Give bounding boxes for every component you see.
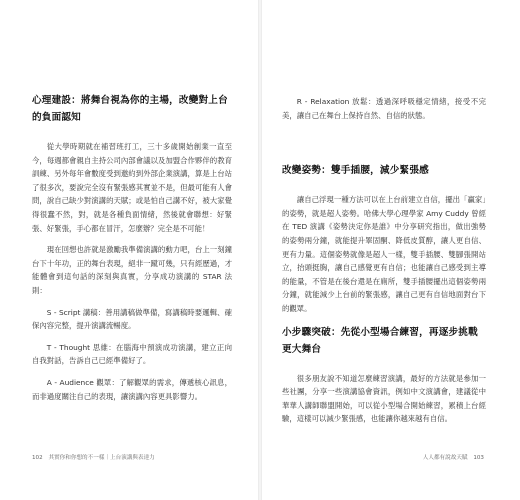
right-column [282, 95, 486, 434]
star-item-a: A - Audience 觀眾：了解觀眾的需求，傳遞核心訊息，而非過度關注自己的表現，讓演講內容更具影響力。 [32, 377, 232, 401]
left-paragraph: 現在回想也許就是激勵我準備演講的動力吧，台上一刻鐘台下十年功，正的舞台表現，絕非一蹴可幾，只有經歷過，才能體會到這句話的深刻與真實，分享成功演講的 STAR 法則： [32, 245, 232, 295]
right-running-title: 人人都有說故天賦 [422, 455, 468, 461]
right-page-number: 103 [473, 455, 484, 461]
section-heading-small-steps: 小步驟突破：先從小型場合練習，再逐步挑戰更大舞台 [282, 326, 478, 355]
section-paragraph-posture: 讓自己浮現一種方法可以在上台前建立自信，擺出「贏家」的姿勢，就是超人姿勢。哈佛大學心理學家 Amy Cuddy 曾經在 TED 演講《姿勢決定你是誰》中分享研究指出，做出強勢的姿勢兩分鐘，就能提升睪固酮、降低皮質醇，讓人更自信、更有力量。這個姿勢就像是超人一樣，雙手插腰、雙腳張開站立，抬頭挺胸，讓自己感覺更有自信；也能讓自己感受到主導的能量，不管是在後台還是在廁所，雙手插腰擺出這個姿勢兩分鐘，就能減少上台前的緊張感，讓自己更有自信地面對台下的觀眾。 [282, 195, 486, 313]
section-heading-posture: 改變姿勢：雙手插腰，減少緊張感 [282, 165, 429, 177]
left-running-title: 其實你和你想的不一樣｜上台演講與表達力 [48, 455, 155, 461]
left-heading: 心理建設：將舞台視為你的主場，改變對上台的負面認知 [32, 95, 228, 123]
right-footer [423, 453, 488, 461]
right-page [260, 0, 520, 500]
section-paragraph-small-steps: 很多朋友說不知道怎麼練習演講，最好的方法就是參加一些社團，分享一些演講協會資訊，例如中文演講會，建議從中華華人講師聯盟開始，可以從小型場合開始練習，累積上台經驗，這樣可以減少緊張感，也能讓你越來越有自信。 [282, 373, 486, 424]
left-footer [32, 453, 159, 461]
left-column [32, 92, 232, 411]
star-item-r: R - Relaxation 放鬆：透過深呼吸穩定情緒，接受不完美，讓自己在舞台上保持自然、自信的狀態。 [282, 97, 486, 120]
left-page-number: 102 [32, 455, 43, 461]
star-item-s: S - Script 講稿：善用講稿做準備，寫講稿時要邏輯、確保內容完整，提升演講流暢度。 [32, 307, 232, 331]
left-paragraph: 從大學時期就在補習班打工，三十多歲開始創業一直至今，每週都會親自主持公司內部會議以及加盟合作夥伴的教育訓練、另外每年會數度受到邀約到外部企業演講，算是上台站了很多次，要說完全沒有緊張感其實並不是，但最可能有人會問，說自己缺少對演講的天賦；或是怕自己講不好，被大家覺得很蠢不然，對，就是各種負面情緒，然後就會聯想：好緊張、好緊張，手心都在冒汗，怎麼辦？完全是不可能！ [32, 142, 232, 233]
star-item-t: T - Thought 思維：在腦海中預演成功演講，建立正向自我對話，告訴自己已經準備好了。 [32, 342, 232, 366]
